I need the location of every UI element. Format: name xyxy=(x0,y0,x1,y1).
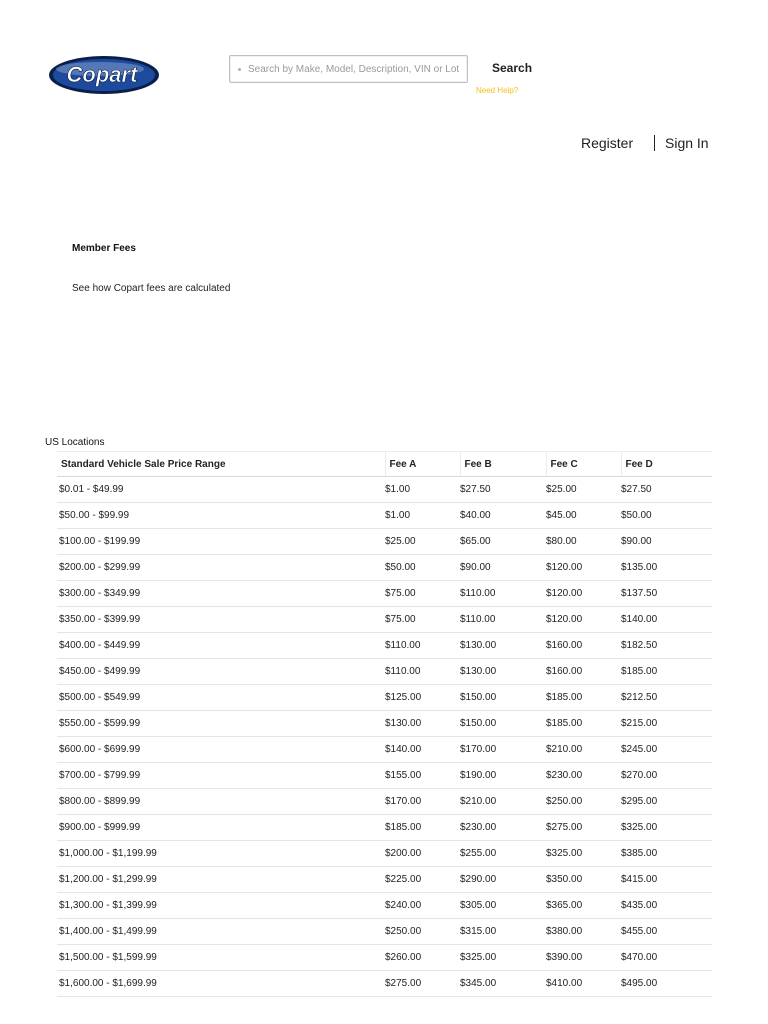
fee-a-cell: $75.00 xyxy=(385,581,460,607)
table-row xyxy=(57,555,712,581)
copart-logo[interactable] xyxy=(48,55,160,95)
fee-b-cell: $65.00 xyxy=(460,529,546,555)
table-row xyxy=(57,919,712,945)
logo-text: Copart xyxy=(66,62,138,87)
column-header-fee-d: Fee D xyxy=(621,452,712,477)
table-row xyxy=(57,607,712,633)
fee-d-cell: $455.00 xyxy=(621,919,712,945)
fee-d-cell: $435.00 xyxy=(621,893,712,919)
table-header-row xyxy=(57,452,712,477)
price-range-cell: $500.00 - $549.99 xyxy=(57,685,385,711)
fee-b-cell: $150.00 xyxy=(460,711,546,737)
fee-d-cell: $270.00 xyxy=(621,763,712,789)
fee-c-cell: $25.00 xyxy=(546,477,621,503)
fee-a-cell: $225.00 xyxy=(385,867,460,893)
fee-a-cell: $125.00 xyxy=(385,685,460,711)
fee-d-cell: $135.00 xyxy=(621,555,712,581)
fee-d-cell: $27.50 xyxy=(621,477,712,503)
price-range-cell: $1,400.00 - $1,499.99 xyxy=(57,919,385,945)
price-range-cell: $600.00 - $699.99 xyxy=(57,737,385,763)
table-row xyxy=(57,841,712,867)
fee-a-cell: $110.00 xyxy=(385,633,460,659)
fee-c-cell: $390.00 xyxy=(546,945,621,971)
fee-d-cell: $185.00 xyxy=(621,659,712,685)
fee-c-cell: $160.00 xyxy=(546,659,621,685)
fee-c-cell: $350.00 xyxy=(546,867,621,893)
fee-c-cell: $45.00 xyxy=(546,503,621,529)
fee-a-cell: $1.00 xyxy=(385,503,460,529)
column-header-fee-c: Fee C xyxy=(546,452,621,477)
fee-d-cell: $182.50 xyxy=(621,633,712,659)
fee-b-cell: $325.00 xyxy=(460,945,546,971)
fee-a-cell: $25.00 xyxy=(385,529,460,555)
search-box xyxy=(229,55,468,83)
fee-b-cell: $110.00 xyxy=(460,607,546,633)
fee-b-cell: $150.00 xyxy=(460,685,546,711)
need-help-link[interactable]: Need Help? xyxy=(476,86,519,95)
fee-a-cell: $200.00 xyxy=(385,841,460,867)
fee-a-cell: $260.00 xyxy=(385,945,460,971)
fee-b-cell: $230.00 xyxy=(460,815,546,841)
nav-divider xyxy=(654,135,655,151)
fee-b-cell: $345.00 xyxy=(460,971,546,997)
fee-a-cell: $155.00 xyxy=(385,763,460,789)
fee-c-cell: $410.00 xyxy=(546,971,621,997)
price-range-cell: $700.00 - $799.99 xyxy=(57,763,385,789)
fee-c-cell: $210.00 xyxy=(546,737,621,763)
fee-a-cell: $110.00 xyxy=(385,659,460,685)
fee-d-cell: $215.00 xyxy=(621,711,712,737)
fee-a-cell: $185.00 xyxy=(385,815,460,841)
column-header-fee-b: Fee B xyxy=(460,452,546,477)
price-range-cell: $800.00 - $899.99 xyxy=(57,789,385,815)
fee-c-cell: $230.00 xyxy=(546,763,621,789)
table-caption: US Locations xyxy=(45,437,105,448)
price-range-cell: $1,600.00 - $1,699.99 xyxy=(57,971,385,997)
price-range-cell: $200.00 - $299.99 xyxy=(57,555,385,581)
fee-a-cell: $1.00 xyxy=(385,477,460,503)
fee-d-cell: $137.50 xyxy=(621,581,712,607)
table-row xyxy=(57,529,712,555)
sign-in-link[interactable]: Sign In xyxy=(665,135,709,151)
fee-b-cell: $255.00 xyxy=(460,841,546,867)
search-button[interactable]: Search xyxy=(492,61,533,75)
table-row xyxy=(57,685,712,711)
fee-d-cell: $212.50 xyxy=(621,685,712,711)
fee-c-cell: $325.00 xyxy=(546,841,621,867)
table-row xyxy=(57,945,712,971)
fee-a-cell: $250.00 xyxy=(385,919,460,945)
price-range-cell: $300.00 - $349.99 xyxy=(57,581,385,607)
fee-c-cell: $80.00 xyxy=(546,529,621,555)
search-icon xyxy=(238,68,241,71)
fees-table xyxy=(57,451,712,997)
table-row xyxy=(57,659,712,685)
fee-a-cell: $240.00 xyxy=(385,893,460,919)
fee-d-cell: $325.00 xyxy=(621,815,712,841)
table-row xyxy=(57,763,712,789)
price-range-cell: $1,500.00 - $1,599.99 xyxy=(57,945,385,971)
fee-d-cell: $385.00 xyxy=(621,841,712,867)
fee-c-cell: $120.00 xyxy=(546,555,621,581)
fee-b-cell: $27.50 xyxy=(460,477,546,503)
fee-c-cell: $160.00 xyxy=(546,633,621,659)
table-row xyxy=(57,633,712,659)
fee-c-cell: $185.00 xyxy=(546,711,621,737)
fee-d-cell: $90.00 xyxy=(621,529,712,555)
register-link[interactable]: Register xyxy=(581,135,634,151)
table-row xyxy=(57,503,712,529)
price-range-cell: $900.00 - $999.99 xyxy=(57,815,385,841)
fee-c-cell: $185.00 xyxy=(546,685,621,711)
fee-d-cell: $245.00 xyxy=(621,737,712,763)
price-range-cell: $100.00 - $199.99 xyxy=(57,529,385,555)
fee-a-cell: $275.00 xyxy=(385,971,460,997)
fee-d-cell: $470.00 xyxy=(621,945,712,971)
fee-c-cell: $120.00 xyxy=(546,607,621,633)
fee-b-cell: $170.00 xyxy=(460,737,546,763)
column-header-price-range: Standard Vehicle Sale Price Range xyxy=(57,452,385,477)
fee-c-cell: $365.00 xyxy=(546,893,621,919)
price-range-cell: $1,300.00 - $1,399.99 xyxy=(57,893,385,919)
price-range-cell: $550.00 - $599.99 xyxy=(57,711,385,737)
fee-a-cell: $130.00 xyxy=(385,711,460,737)
fee-b-cell: $290.00 xyxy=(460,867,546,893)
table-row xyxy=(57,867,712,893)
fees-calculation-link[interactable]: See how Copart fees are calculated xyxy=(72,283,231,294)
fee-a-cell: $75.00 xyxy=(385,607,460,633)
fee-d-cell: $50.00 xyxy=(621,503,712,529)
fee-c-cell: $275.00 xyxy=(546,815,621,841)
fee-a-cell: $50.00 xyxy=(385,555,460,581)
fee-d-cell: $295.00 xyxy=(621,789,712,815)
table-row xyxy=(57,893,712,919)
fee-b-cell: $210.00 xyxy=(460,789,546,815)
fee-b-cell: $40.00 xyxy=(460,503,546,529)
table-row xyxy=(57,711,712,737)
member-fees-title: Member Fees xyxy=(72,243,136,254)
price-range-cell: $350.00 - $399.99 xyxy=(57,607,385,633)
table-row xyxy=(57,477,712,503)
price-range-cell: $450.00 - $499.99 xyxy=(57,659,385,685)
search-input[interactable] xyxy=(248,56,462,82)
table-row xyxy=(57,737,712,763)
price-range-cell: $1,000.00 - $1,199.99 xyxy=(57,841,385,867)
fee-b-cell: $90.00 xyxy=(460,555,546,581)
table-row xyxy=(57,581,712,607)
price-range-cell: $1,200.00 - $1,299.99 xyxy=(57,867,385,893)
column-header-fee-a: Fee A xyxy=(385,452,460,477)
price-range-cell: $0.01 - $49.99 xyxy=(57,477,385,503)
fee-c-cell: $250.00 xyxy=(546,789,621,815)
fee-a-cell: $140.00 xyxy=(385,737,460,763)
fee-b-cell: $305.00 xyxy=(460,893,546,919)
fee-b-cell: $130.00 xyxy=(460,659,546,685)
price-range-cell: $50.00 - $99.99 xyxy=(57,503,385,529)
fee-b-cell: $315.00 xyxy=(460,919,546,945)
price-range-cell: $400.00 - $449.99 xyxy=(57,633,385,659)
table-row xyxy=(57,789,712,815)
fee-c-cell: $120.00 xyxy=(546,581,621,607)
table-row xyxy=(57,971,712,997)
table-row xyxy=(57,815,712,841)
fee-b-cell: $190.00 xyxy=(460,763,546,789)
fee-d-cell: $495.00 xyxy=(621,971,712,997)
fee-d-cell: $415.00 xyxy=(621,867,712,893)
fee-b-cell: $110.00 xyxy=(460,581,546,607)
fee-b-cell: $130.00 xyxy=(460,633,546,659)
fee-a-cell: $170.00 xyxy=(385,789,460,815)
fee-c-cell: $380.00 xyxy=(546,919,621,945)
fee-d-cell: $140.00 xyxy=(621,607,712,633)
